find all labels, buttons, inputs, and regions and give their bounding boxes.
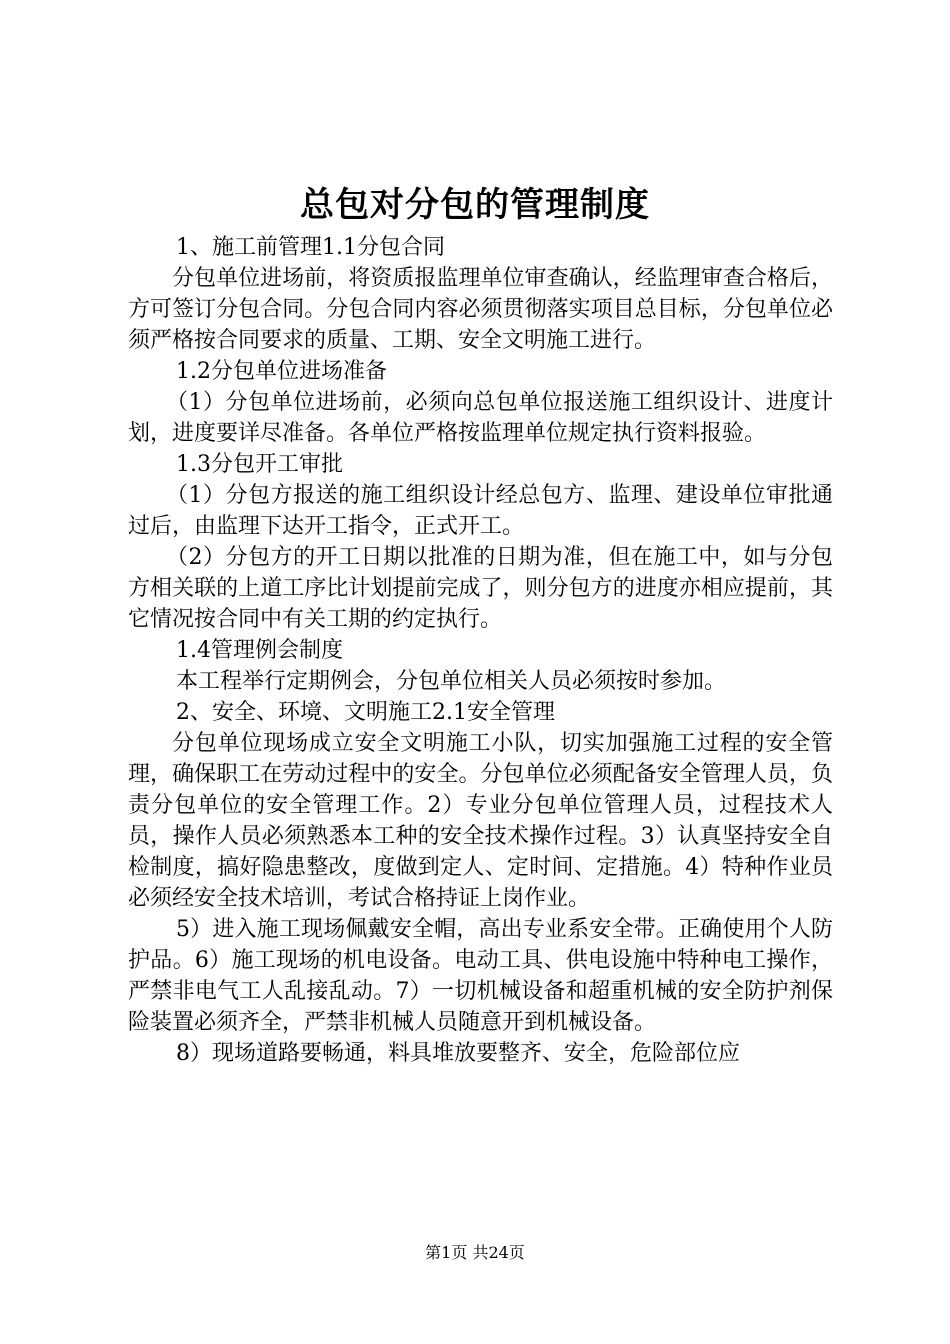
section-heading: 1.4管理例会制度 (176, 638, 343, 663)
section-heading: 1.2分包单位进场准备 (176, 359, 387, 384)
paragraph: 本工程举行定期例会，分包单位相关人员必须按时参加。 (176, 669, 727, 694)
document-body (128, 232, 833, 1069)
page-number-footer: 第1页 共24页 (425, 1243, 525, 1262)
section-heading: 1.3分包开工审批 (176, 452, 343, 477)
paragraph: （1）分包方报送的施工组织设计经总包方、监理、建设单位审批通过后，由监理下达开工指令，正式开工。 (128, 483, 833, 539)
paragraph: 5）进入施工现场佩戴安全帽，高出专业系安全带。正确使用个人防护品。6）施工现场的机电设备。电动工具、供电设施中特种电工操作，严禁非电气工人乱接乱动。7）一切机械设备和超重机械的安全防护剂保险装置必须齐全，严禁非机械人员随意开到机械设备。 (128, 917, 833, 1035)
paragraph: （1）分包单位进场前，必须向总包单位报送施工组织设计、进度计划，进度要详尽准备。各单位严格按监理单位规定执行资料报验。 (128, 390, 833, 446)
section-heading: 1、施工前管理1.1分包合同 (176, 235, 445, 260)
paragraph: 分包单位现场成立安全文明施工小队，切实加强施工过程的安全管理，确保职工在劳动过程中的安全。分包单位必须配备安全管理人员，负责分包单位的安全管理工作。2）专业分包单位管理人员，过程技术人员，操作人员必须熟悉本工种的安全技术操作过程。3）认真坚持安全自检制度，搞好隐患整改，度做到定人、定时间、定措施。4）特种作业员必须经安全技术培训，考试合格持证上岗作业。 (128, 731, 833, 911)
paragraph: 8）现场道路要畅通，料具堆放要整齐、安全，危险部位应 (176, 1041, 740, 1066)
paragraph: （2）分包方的开工日期以批准的日期为准，但在施工中，如与分包方相关联的上道工序比计划提前完成了，则分包方的进度亦相应提前，其它情况按合同中有关工期的约定执行。 (128, 545, 833, 632)
section-heading: 2、安全、环境、文明施工2.1安全管理 (176, 700, 555, 725)
paragraph: 分包单位进场前，将资质报监理单位审查确认，经监理审查合格后，方可签订分包合同。分包合同内容必须贯彻落实项目总目标，分包单位必须严格按合同要求的质量、工期、安全文明施工进行。 (128, 266, 833, 353)
document-title: 总包对分包的管理制度 (300, 185, 650, 225)
